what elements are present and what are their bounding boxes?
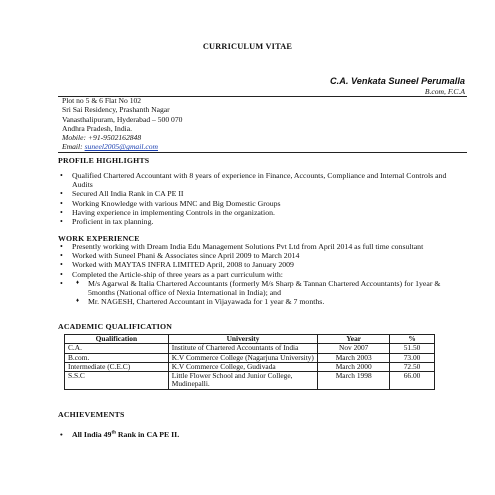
profile-list	[58, 171, 468, 226]
sub-list-container	[58, 279, 468, 307]
table-row	[65, 353, 435, 362]
achievement-superscript: th	[111, 430, 116, 436]
academic-heading: ACADEMIC QUALIFICATION	[58, 322, 173, 331]
list-item: • Worked with Suneel Phani & Associates since April 2009 to March 2014	[58, 251, 468, 260]
table-cell: 51.50	[390, 344, 435, 353]
mobile-number: Mobile: +91-9502162848	[62, 133, 142, 143]
candidate-name: C.A. Venkata Suneel Perumalla	[330, 76, 465, 86]
address-line: Andhra Pradesh, India.	[62, 123, 133, 133]
achievement-item	[58, 430, 179, 439]
email-link[interactable]: suneel2005@gmail.com	[84, 142, 158, 152]
table-cell: Little Flower School and Junior College, Mudinepalli.	[168, 372, 318, 390]
list-item: • Completed the Article-ship of three years as a part curriculum with:	[58, 270, 468, 279]
list-item: • Proficient in tax planning.	[58, 217, 468, 226]
column-header: Year	[318, 335, 390, 344]
list-item: • Secured All India Rank in CA PE II	[58, 189, 468, 198]
table-cell: B.com.	[65, 353, 169, 362]
academic-table	[64, 334, 435, 390]
column-header: %	[390, 335, 435, 344]
list-item: • Worked with MAYTAS INFRA LIMITED April, 2008 to January 2009	[58, 260, 468, 269]
achievements-heading: ACHIEVEMENTS	[58, 410, 125, 419]
table-cell: 73.00	[390, 353, 435, 362]
table-cell: K.V Commerce College, Gudivada	[168, 362, 318, 371]
table-cell: 72.50	[390, 362, 435, 371]
contact-divider	[58, 152, 467, 153]
list-item: • Qualified Chartered Accountant with 8 years of experience in Finance, Accounts, Compliance and Internal Controls and Audits	[58, 171, 468, 189]
table-cell: C.A.	[65, 344, 169, 353]
list-item: • Having experience in implementing Controls in the organization.	[58, 208, 468, 217]
list-item: • Presently working with Dream India Edu Management Solutions Pvt Ltd from April 2014 as full time consultant	[58, 242, 468, 251]
work-list	[58, 242, 468, 306]
column-header: Qualification	[65, 335, 169, 344]
bullet: •	[60, 430, 63, 439]
achievement-text-suffix: Rank in CA PE II.	[115, 430, 180, 439]
table-row	[65, 344, 435, 353]
profile-heading: PROFILE HIGHLIGHTS	[58, 156, 150, 165]
table-cell: K.V Commerce College (Nagarjuna University)	[168, 353, 318, 362]
table-cell: March 2003	[318, 353, 390, 362]
list-item: ♦ Mr. NAGESH, Chartered Accountant in Vijayawada for 1 year & 7 months.	[58, 297, 468, 306]
table-cell: S.S.C	[65, 372, 169, 390]
table-cell: 66.00	[390, 372, 435, 390]
column-header: University	[168, 335, 318, 344]
address-line: Plot no 5 & 6 Flat No 102	[62, 96, 142, 105]
table-row	[65, 372, 435, 390]
table-cell: Nov 2007	[318, 344, 390, 353]
table-cell: Intermediate (C.E.C)	[65, 362, 169, 371]
articleship-list	[58, 279, 468, 307]
table-cell: Institute of Chartered Accountants of India	[168, 344, 318, 353]
address-line: Vanasthalipuram, Hyderabad – 500 070	[62, 114, 183, 124]
achievement-text-prefix: All India 49	[72, 430, 112, 439]
work-heading: WORK EXPERIENCE	[58, 234, 140, 243]
address-line: Sri Sai Residency, Prashanth Nagar	[62, 105, 170, 115]
list-item: • Working Knowledge with various MNC and Big Domestic Groups	[58, 199, 468, 208]
email-label: Email:	[62, 142, 85, 152]
document-title: CURRICULUM VITAE	[202, 42, 293, 51]
candidate-qualifications: B.com, F.C.A	[424, 87, 465, 96]
table-cell: March 2000	[318, 362, 390, 371]
contact-block	[62, 96, 182, 152]
email-line	[62, 142, 182, 151]
table-cell: March 1998	[318, 372, 390, 390]
list-item: ♦ • M/s Agarwal & Italia Chartered Accountants (formerly M/s Sharp & Tannan Chartered Accountants) for 1year & 5months (National office of Nexia International in India); and	[58, 279, 468, 297]
